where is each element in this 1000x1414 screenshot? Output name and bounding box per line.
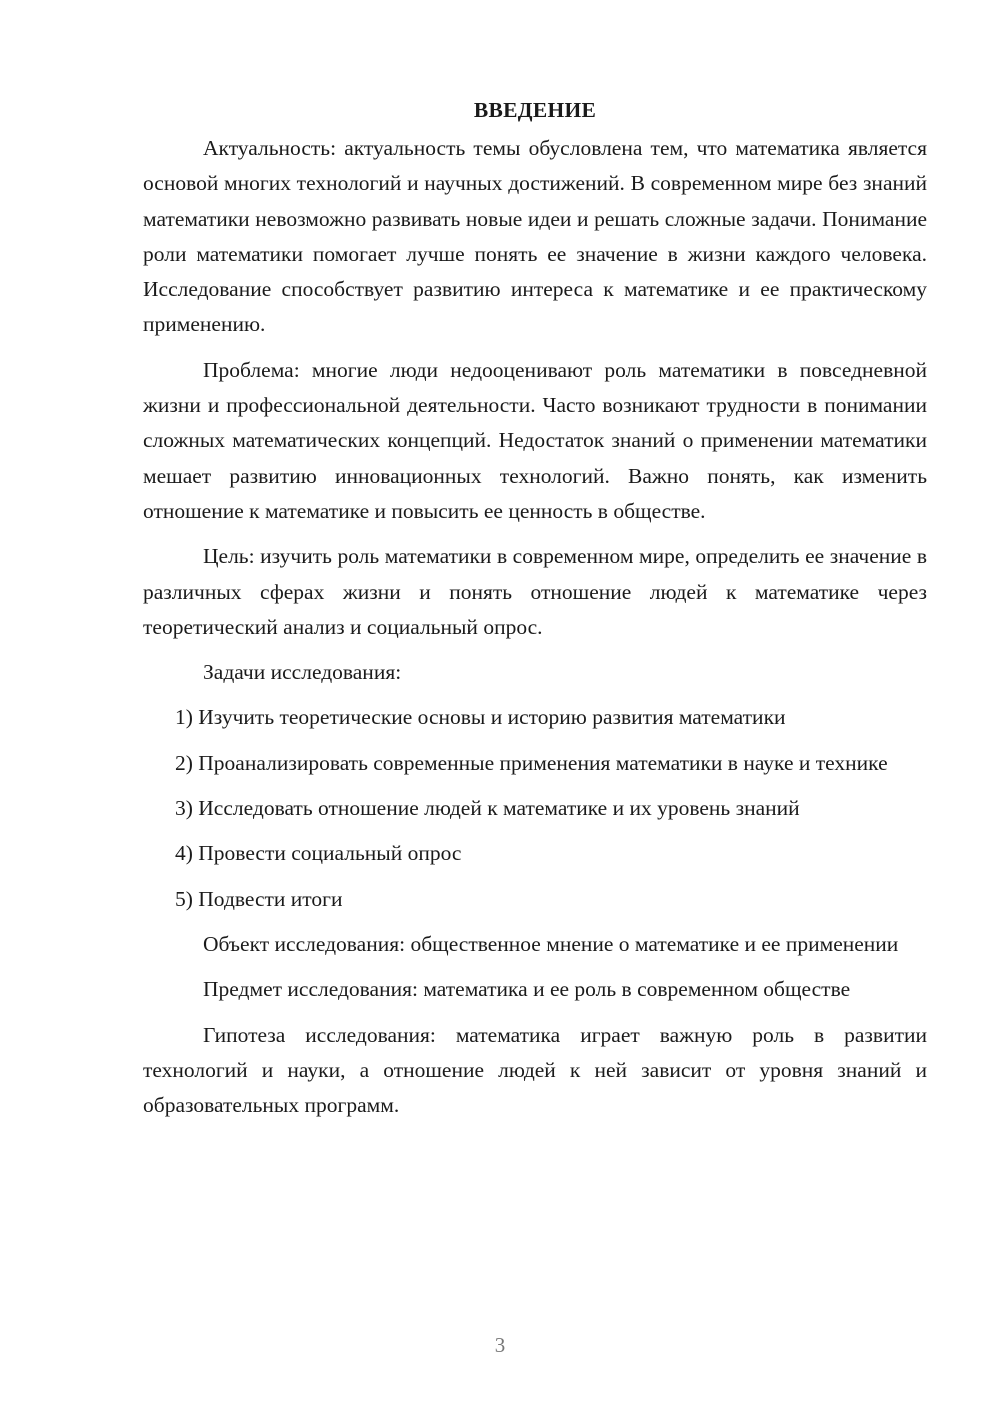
page-title: ВВЕДЕНИЕ (473, 98, 597, 122)
tasks-list (143, 700, 927, 916)
tasks-heading: Задачи исследования: (203, 660, 402, 685)
list-item: 1) Изучить теоретические основы и историю развития математики (175, 705, 786, 730)
list-item: 2) Проанализировать современные применения математики в науке и технике (175, 750, 888, 775)
paragraph-relevance: Актуальность: актуальность темы обусловлена тем, что математика является основой многих технологий и научных достижений. В современном мире без знаний математики невозможно развивать новые идеи и решать сложные задачи. Понимание роли математики помогает лучше понять ее значение в жизни каждого человека. Исследование способствует развитию интереса к математике и ее практическому применению. (143, 136, 927, 337)
paragraph-object: Объект исследования: общественное мнение о математике и ее применении (203, 931, 899, 956)
list-item: 3) Исследовать отношение людей к математике и их уровень знаний (175, 796, 800, 821)
list-item: 4) Провести социальный опрос (175, 841, 462, 866)
paragraph-goal: Цель: изучить роль математики в современном мире, определить ее значение в различных сферах жизни и понять отношение людей к математике через теоретический анализ и социальный опрос. (143, 544, 927, 639)
paragraph-subject: Предмет исследования: математика и ее роль в современном обществе (203, 977, 851, 1002)
paragraph-hypothesis: Гипотеза исследования: математика играет важную роль в развитии технологий и науки, а отношение людей к ней зависит от уровня знаний и образовательных программ. (143, 1022, 927, 1118)
document-page (143, 92, 927, 1133)
list-item: 5) Подвести итоги (175, 886, 343, 911)
page-number: 3 (494, 1333, 506, 1357)
paragraph-problem: Проблема: многие люди недооценивают роль математики в повседневной жизни и профессиональной деятельности. Часто возникают трудности в понимании сложных математических концепций. Недостаток знаний о применении математики мешает развитию инновационных технологий. Важно понять, как изменить отношение к математике и повысить ее ценность в обществе. (143, 357, 927, 523)
